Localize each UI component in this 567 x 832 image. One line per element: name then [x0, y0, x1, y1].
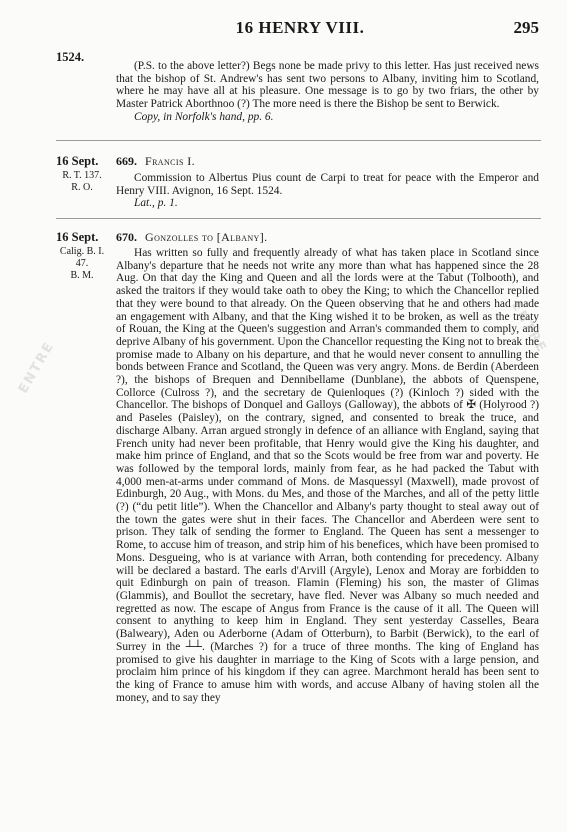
divider-rule: [56, 218, 541, 219]
entry-prev-copy-note: Copy, in Norfolk's hand, pp. 6.: [134, 110, 274, 123]
entry-670-body: Has written so fully and frequently already of what has taken place in Scotland since Albany's departure that he needs not write any more than what has happened since the 28 Aug. On that day the King and Queen and all the lords were at the Tabut (Tolbooth), and asked the traitors if they would take oath to obey the King; to which the Chancellor replied that they were bound to that already. On the Queen observing that he and others had made an engagement with Albany, and that the King wished it to be broken, as well as the treaty of Rouan, the King at the Queen's suggestion and Arran's commanded them to comply, and deprive Albany of his government. Upon the Chancellor requesting the King not to break the promise made to Albany on his departure, and that he would never consent to annulling the bonds between France and Scotland, the Queen was very angry. Mons. de Berdin (Aberdeen ?), the bishops of Brequen and Dennibellame (Dunblane), the abbots of Quenspene, Collorce (Culross ?), and the secretary de Quienloques (?) (Kinloch ?) sided with the Chancellor. The bishops of Donquel and Galloys (Galloway), the abbots of ✠ (Holyrood ?) and Paseles (Paisley), on the contrary, signed, and consented to break the truce, and discharge Albany. Arran argued strongly in defence of an alliance with England, saying that French unity had never been profitable, that Henry would give the King his daughter, and make him prince of England, and that so the Scots would be free from war and poverty. He was followed by the temporal lords, mainly from fear, as he had packed the Tabut with 4,000 men-at-arms under command of Mons. de Masquessyl (Maxwell), made provost of Edinburgh, 20 Aug., with Mons. du Mes, and those of the Marches, and all of the petty little (?) (“du petit litle”). When the Chancellor and Albany's party thought to steal away out of the town the gates were shut in their faces. The Chancellor and Aberdeen were sent to prison. They talk of sending the former to England. The Queen has sent a messenger to Rome, to accuse him of treason, and strip him of his benefices, which have been promised to Mons. Desgueing, who is at variance with Arran, both contending for precedency. Albany will be declared a bastard. The earls d'Arvill (Argyle), Lenox and Moray are forbidden to quit Edinburgh on pain of treason. Flamin (Fleming) his son, the master of Glimas (Glammis), and Boullot the secretary, have fled. Never was Albany so much needed and regretted as now. The escape of Angus from France is the cause of it all. The Queen will consent to anything to keep him in England. They sent yesterday Casselles, Beara (Balweary), Aden ou Aderborne (Adam of Otterburn), to Barbit (Berwick), to the earl of Surrey in the ┴┴. (Marches ?) for a truce of three months. The king of England has promised to give his daughter in marriage to the King of Scots with a large pension, and proclaim him prince of his kingdom if they can agree. Marchmont herald has been sent to the king of France to amuse him with words, and accuse Albany of having stolen all the money, and to say they: [116, 247, 539, 704]
entry-669-heading: [116, 154, 539, 168]
entry-670-heading: [116, 230, 539, 244]
page-number: 295: [513, 18, 539, 37]
entry-670-ref-2: 47.: [75, 258, 89, 269]
entry-669-number: 669.: [116, 154, 137, 168]
watermark-stamp: ENTRE: [15, 338, 58, 397]
entry-670-title: Gonzolles to [Albany].: [145, 230, 268, 244]
entry-669-title: Francis I.: [145, 154, 196, 168]
entry-670-number: 670.: [116, 230, 137, 244]
entry-670-date: 16 Sept.: [56, 230, 99, 244]
margin-year: 1524.: [56, 50, 85, 64]
entry-669-ref-1: R. T. 137.: [62, 170, 102, 181]
entry-669-note: Lat., p. 1.: [134, 197, 178, 210]
running-head: 16 HENRY VIII.: [235, 18, 365, 37]
entry-670-text: [116, 247, 539, 704]
entry-669-text: [116, 172, 539, 210]
entry-670-ref-3: B. M.: [70, 270, 94, 281]
divider-rule: [56, 140, 541, 141]
entry-669-ref-2: R. O.: [71, 182, 93, 193]
entry-prev: [116, 60, 539, 124]
entry-prev-body: (P.S. to the above letter?) Begs none be made privy to this letter. Has just received news that the bishop of St. Andrew's has sent two persons to Albany, inviting him to Scotland, where he may have all at his pleasure. One message is to go by two friars, the other by Master Patrick Aborthnoo (?) The more need is there the Bishop be sent to Berwick.: [116, 60, 539, 111]
watermark-stamp: ENTRE: [507, 298, 550, 357]
entry-669-body: Commission to Albertus Pius count de Carpi to treat for peace with the Emperor and Henry VIII. Avignon, 16 Sept. 1524.: [116, 172, 539, 197]
entry-670-ref-1: Calig. B. I.: [59, 246, 105, 257]
entry-669-date: 16 Sept.: [56, 154, 99, 168]
